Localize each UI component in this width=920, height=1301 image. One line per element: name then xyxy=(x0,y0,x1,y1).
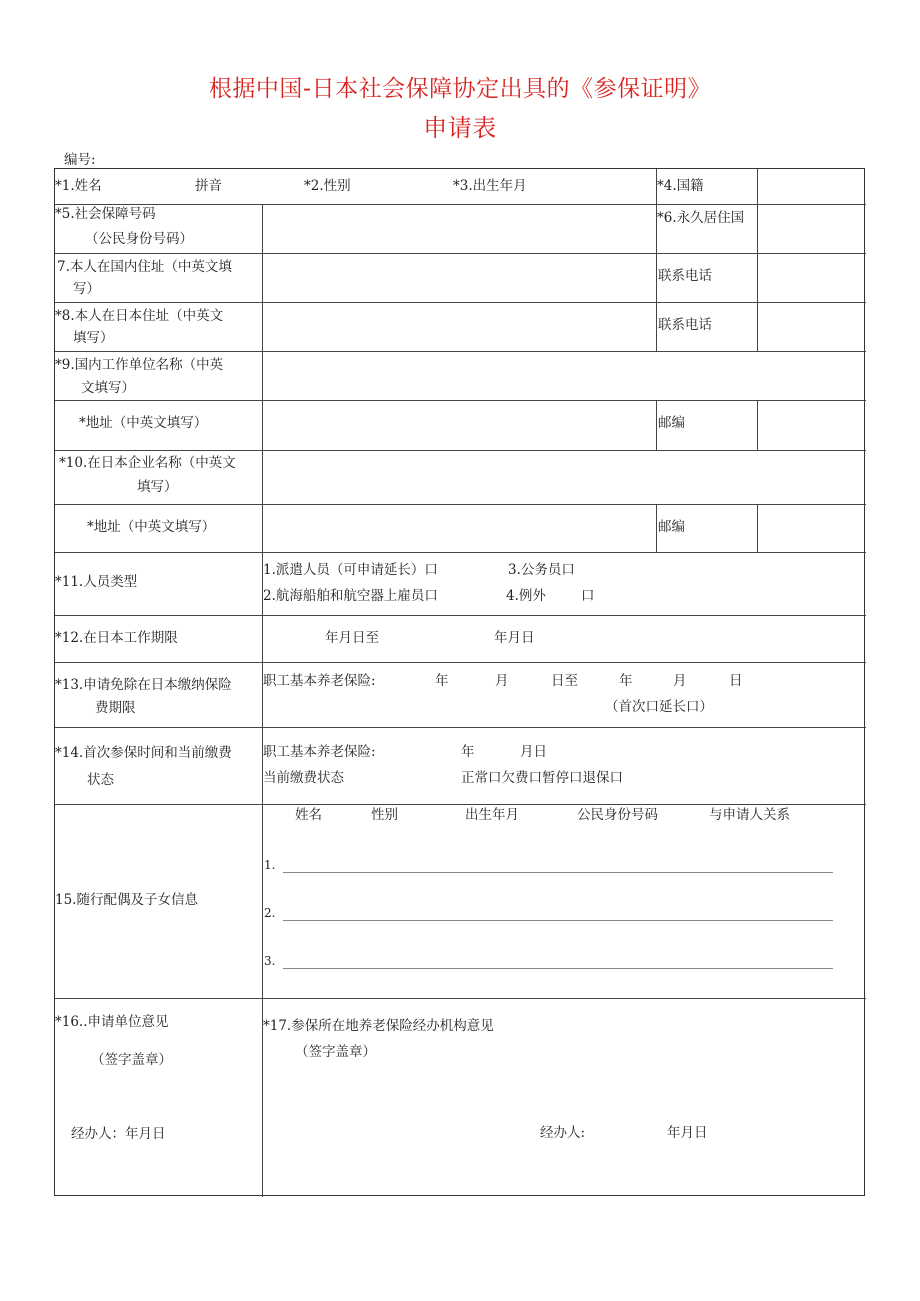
social-security-number-label: *5.社会保障号码 xyxy=(55,206,156,222)
pinyin-label: 拼音 xyxy=(195,178,222,194)
enrollment-year: 年 xyxy=(461,744,475,760)
dependent-entry-line[interactable] xyxy=(283,872,833,873)
work-period-from: 年月日至 xyxy=(325,630,379,646)
col-divider xyxy=(757,169,758,351)
postcode-label: 邮编 xyxy=(658,415,685,431)
first-enrollment-label: *14.首次参保时间和当前缴费 xyxy=(55,745,232,761)
option-exception-checkbox[interactable]: 口 xyxy=(581,588,595,604)
unit-opinion-label: *16..申请单位意见 xyxy=(55,1014,169,1030)
japan-employer-address-label: *地址（中英文填写） xyxy=(87,519,216,535)
permanent-residence-label: *6.永久居住国 xyxy=(657,210,745,226)
row-divider xyxy=(55,662,866,663)
dependents-header-id: 公民身份号码 xyxy=(577,807,658,823)
postcode-label: 邮编 xyxy=(658,519,685,535)
china-employer-label: *9.国内工作单位名称（中英 xyxy=(55,357,224,373)
serial-number-label: 编号: xyxy=(64,152,96,168)
exemption-year-to: 年 xyxy=(619,673,633,689)
option-dispatched[interactable]: 1.派遣人员（可申请延长）口 xyxy=(263,562,438,578)
china-employer-label-cont: 文填写） xyxy=(81,380,135,396)
option-seafarer-aircrew[interactable]: 2.航海船舶和航空器上雇员口 xyxy=(263,588,438,604)
row-divider xyxy=(55,450,866,451)
dependent-line-number: 2. xyxy=(264,906,276,920)
dependents-label: 15.随行配偶及子女信息 xyxy=(55,892,198,908)
row-divider xyxy=(55,727,866,728)
row-divider xyxy=(55,302,866,303)
option-exception[interactable]: 4.例外 xyxy=(506,588,546,604)
dependent-entry-line[interactable] xyxy=(283,968,833,969)
japan-address-label-cont: 填写） xyxy=(73,330,114,346)
exemption-year-from: 年 xyxy=(435,673,449,689)
row-divider xyxy=(55,998,866,999)
col-divider xyxy=(656,504,657,552)
phone-label: 联系电话 xyxy=(658,317,712,333)
exemption-month-to: 月 xyxy=(673,673,687,689)
agency-signature-seal: （签字盖章） xyxy=(295,1044,376,1060)
dependents-header-name: 姓名 xyxy=(295,807,322,823)
work-period-to: 年月日 xyxy=(494,630,535,646)
row-divider xyxy=(55,615,866,616)
citizen-id-label: （公民身份号码） xyxy=(85,231,193,247)
personnel-type-label: *11.人员类型 xyxy=(55,574,138,590)
dependent-line-number: 3. xyxy=(264,954,276,968)
row-divider xyxy=(55,400,866,401)
exemption-day-end: 日 xyxy=(729,673,743,689)
japan-employer-label-cont: 填写） xyxy=(137,479,178,495)
col-divider xyxy=(757,504,758,552)
col-divider xyxy=(757,400,758,450)
pension-insurance-label: 职工基本养老保险: xyxy=(263,744,376,760)
dependent-entry-line[interactable] xyxy=(283,920,833,921)
china-employer-address-label: *地址（中英文填写） xyxy=(79,415,208,431)
row-divider xyxy=(55,351,866,352)
pension-insurance-label: 职工基本养老保险: xyxy=(263,673,376,689)
first-or-extension-options[interactable]: （首次口延长口） xyxy=(605,699,713,715)
agency-date: 年月日 xyxy=(667,1125,708,1141)
payment-status-label: 当前缴费状态 xyxy=(263,770,344,786)
row-divider xyxy=(55,804,866,805)
unit-signature-seal: （签字盖章） xyxy=(91,1052,172,1068)
japan-address-label: *8.本人在日本住址（中英文 xyxy=(55,308,224,324)
agency-handler: 经办人: xyxy=(540,1125,586,1141)
japan-employer-label: *10.在日本企业名称（中英文 xyxy=(59,455,236,471)
gender-label: *2.性别 xyxy=(304,178,351,194)
application-form xyxy=(54,168,865,1196)
payment-status-options[interactable]: 正常口欠费口暂停口退保口 xyxy=(461,770,623,786)
dependents-header-gender: 性别 xyxy=(371,807,398,823)
col-divider xyxy=(656,400,657,450)
china-address-label-cont: 写） xyxy=(73,281,100,297)
japan-work-period-label: *12.在日本工作期限 xyxy=(55,630,178,646)
name-label: *1.姓名 xyxy=(55,178,102,194)
row-divider xyxy=(55,552,866,553)
china-address-label: 7.本人在国内住址（中英文填 xyxy=(57,259,232,275)
option-civil-servant[interactable]: 3.公务员口 xyxy=(508,562,575,578)
row-divider xyxy=(55,204,866,205)
dependent-line-number: 1. xyxy=(264,858,276,872)
dependents-header-dob: 出生年月 xyxy=(465,807,519,823)
form-title: 根据中国-日本社会保障协定出具的《参保证明》 xyxy=(208,76,712,102)
phone-label: 联系电话 xyxy=(658,268,712,284)
dependents-header-relation: 与申请人关系 xyxy=(709,807,790,823)
exemption-period-label-cont: 费期限 xyxy=(95,700,136,716)
row-divider xyxy=(55,253,866,254)
exemption-month-from: 月 xyxy=(495,673,509,689)
birth-date-label: *3.出生年月 xyxy=(453,178,527,194)
exemption-day-to: 日至 xyxy=(551,673,578,689)
exemption-period-label: *13.申请免除在日本缴纳保险 xyxy=(55,677,232,693)
unit-handler-date: 经办人：年月日 xyxy=(71,1126,166,1142)
first-enrollment-label-cont: 状态 xyxy=(87,772,114,788)
agency-opinion-label: *17.参保所在地养老保险经办机构意见 xyxy=(263,1018,494,1034)
col-divider xyxy=(262,204,263,1197)
enrollment-month-day: 月日 xyxy=(520,744,547,760)
form-subtitle: 申请表 xyxy=(423,114,497,142)
col-divider xyxy=(656,302,657,351)
nationality-label: *4.国籍 xyxy=(657,178,704,194)
row-divider xyxy=(55,504,866,505)
